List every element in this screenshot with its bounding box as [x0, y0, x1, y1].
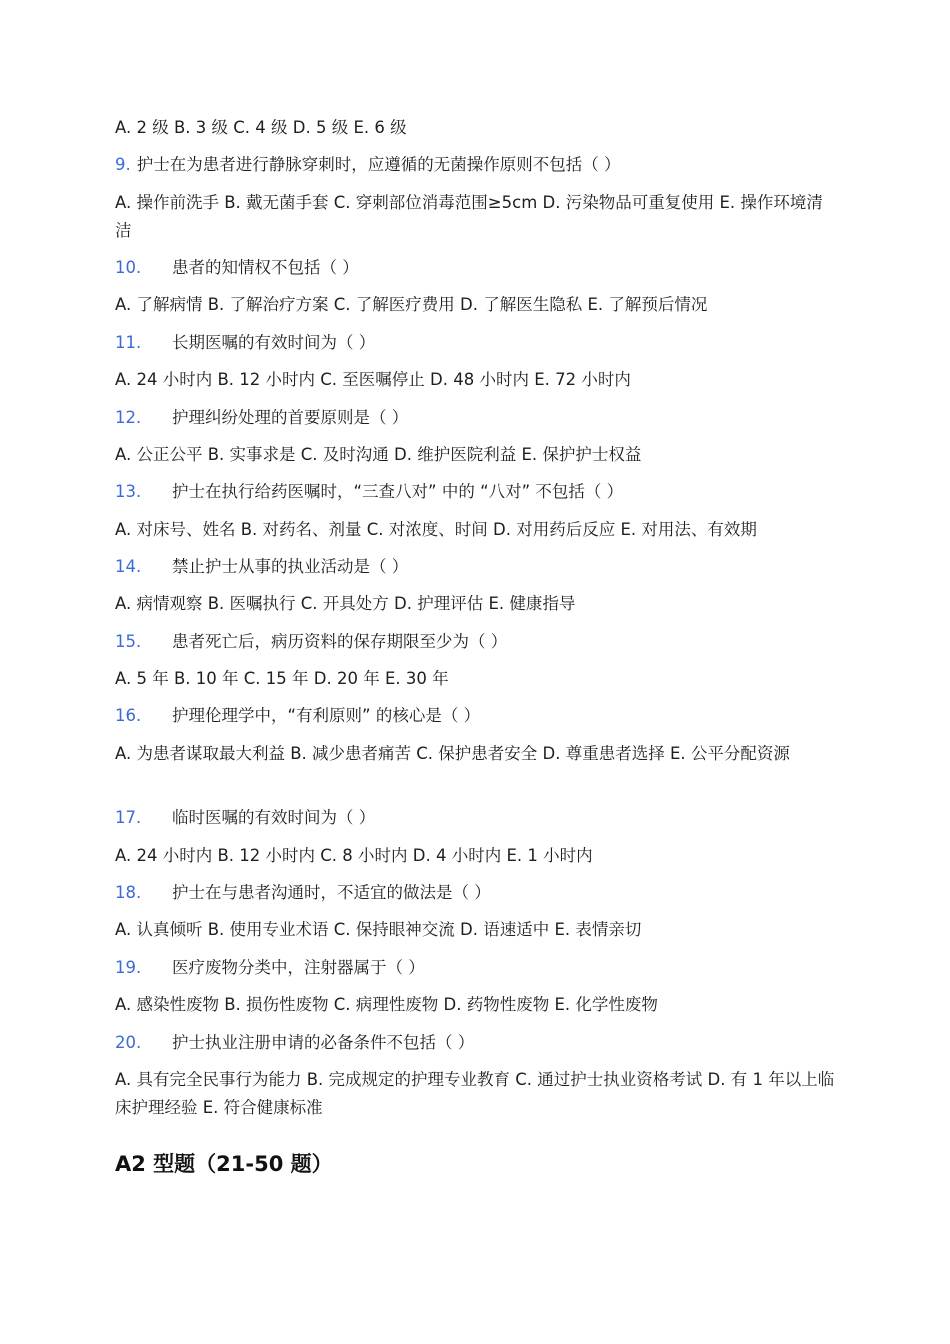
question-16: [115, 702, 835, 730]
options-q12: A. 公正公平 B. 实事求是 C. 及时沟通 D. 维护医院利益 E. 保护护士权益: [115, 445, 642, 464]
question-text: 护士在为患者进行静脉穿刺时，应遵循的无菌操作原则不包括（ ）: [136, 155, 621, 174]
question-19: [115, 954, 835, 982]
question-text: 护理伦理学中，“有利原则” 的核心是（ ）: [172, 706, 481, 725]
options-q18: A. 认真倾听 B. 使用专业术语 C. 保持眼神交流 D. 语速适中 E. 表情亲切: [115, 920, 642, 939]
options-q8: A. 2 级 B. 3 级 C. 4 级 D. 5 级 E. 6 级: [115, 118, 407, 137]
options-q9: A. 操作前洗手 B. 戴无菌手套 C. 穿刺部位消毒范围≥5cm D. 污染物品可重复使用 E. 操作环境清洁: [115, 193, 823, 240]
question-18: [115, 879, 835, 907]
options-q10: A. 了解病情 B. 了解治疗方案 C. 了解医疗费用 D. 了解医生隐私 E. 了解预后情况: [115, 295, 708, 314]
options-q11: A. 24 小时内 B. 12 小时内 C. 至医嘱停止 D. 48 小时内 E. 72 小时内: [115, 370, 631, 389]
question-13: [115, 478, 835, 506]
question-number: 19.: [115, 958, 142, 977]
question-text: 长期医嘱的有效时间为（ ）: [172, 333, 376, 352]
options-q20: A. 具有完全民事行为能力 B. 完成规定的护理专业教育 C. 通过护士执业资格考试 D. 有 1 年以上临床护理经验 E. 符合健康标准: [115, 1070, 835, 1117]
question-text: 护士在执行给药医嘱时，“三查八对” 中的 “八对” 不包括（ ）: [172, 482, 624, 501]
options-q17: A. 24 小时内 B. 12 小时内 C. 8 小时内 D. 4 小时内 E. 1 小时内: [115, 846, 593, 865]
question-text: 禁止护士从事的执业活动是（ ）: [172, 557, 409, 576]
options-q14: A. 病情观察 B. 医嘱执行 C. 开具处方 D. 护理评估 E. 健康指导: [115, 594, 576, 613]
question-text: 临时医嘱的有效时间为（ ）: [172, 808, 376, 827]
question-text: 护士在与患者沟通时，不适宜的做法是（ ）: [172, 883, 491, 902]
question-10: [115, 254, 835, 282]
question-text: 护理纠纷处理的首要原则是（ ）: [172, 408, 409, 427]
options-q16: A. 为患者谋取最大利益 B. 减少患者痛苦 C. 保护患者安全 D. 尊重患者选择 E. 公平分配资源: [115, 744, 790, 763]
question-20: [115, 1029, 835, 1057]
question-text: 患者的知情权不包括（ ）: [172, 258, 359, 277]
question-12: [115, 404, 835, 432]
options-q15: A. 5 年 B. 10 年 C. 15 年 D. 20 年 E. 30 年: [115, 669, 449, 688]
question-11: [115, 329, 835, 357]
question-9: [115, 151, 835, 179]
question-number: 20.: [115, 1033, 142, 1052]
question-text: 患者死亡后，病历资料的保存期限至少为（ ）: [172, 632, 508, 651]
question-number: 10.: [115, 258, 142, 277]
options-q13: A. 对床号、姓名 B. 对药名、剂量 C. 对浓度、时间 D. 对用药后反应 E. 对用法、有效期: [115, 520, 757, 539]
question-number: 13.: [115, 482, 142, 501]
question-text: 护士执业注册申请的必备条件不包括（ ）: [172, 1033, 475, 1052]
question-number: 16.: [115, 706, 142, 725]
question-number: 18.: [115, 883, 142, 902]
question-number: 15.: [115, 632, 142, 651]
options-q19: A. 感染性废物 B. 损伤性废物 C. 病理性废物 D. 药物性废物 E. 化学性废物: [115, 995, 658, 1014]
question-number: 11.: [115, 333, 142, 352]
question-number: 14.: [115, 557, 142, 576]
question-15: [115, 628, 835, 656]
question-number: 12.: [115, 408, 142, 427]
question-number: 9.: [115, 155, 131, 174]
question-number: 17.: [115, 808, 142, 827]
section-heading: A2 型题（21-50 题）: [115, 1152, 333, 1176]
question-17: [115, 804, 835, 832]
question-14: [115, 553, 835, 581]
question-text: 医疗废物分类中，注射器属于（ ）: [172, 958, 425, 977]
